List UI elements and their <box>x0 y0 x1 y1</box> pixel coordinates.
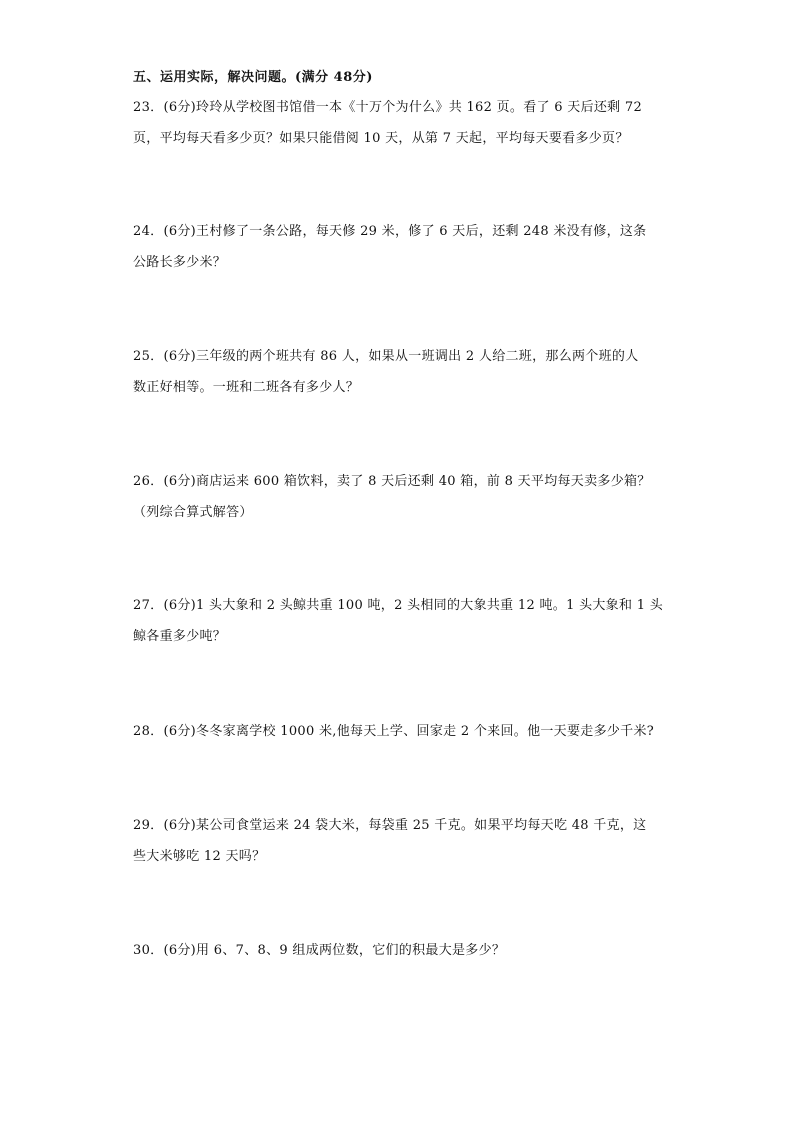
question-27-line-1: 27．(6分)1 头大象和 2 头鲸共重 100 吨，2 头相同的大象共重 12 吨。1 头大象和 1 头 <box>133 598 664 613</box>
question-30-line-1: 30．(6分)用 6、7、8、9 组成两位数，它们的积最大是多少？ <box>133 943 506 958</box>
question-24 <box>133 216 668 278</box>
question-23-line-1: 23．(6分)玲玲从学校图书馆借一本《十万个为什么》共 162 页。看了 6 天后还剩 72 <box>133 100 643 115</box>
question-25-line-2: 数正好相等。一班和二班各有多少人？ <box>133 380 360 395</box>
question-26-line-2: （列综合算式解答） <box>133 505 253 520</box>
section-title: 五、运用实际，解决问题。(满分 48分) <box>133 70 373 85</box>
question-29-line-2: 些大米够吃 12 天吗？ <box>133 849 266 864</box>
question-23-line-2: 页，平均每天看多少页？如果只能借阅 10 天，从第 7 天起，平均每天要看多少页？ <box>133 131 629 146</box>
question-24-line-1: 24．(6分)王村修了一条公路，每天修 29 米，修了 6 天后，还剩 248 米没有修，这条 <box>133 224 647 239</box>
question-27-line-2: 鲸各重多少吨？ <box>133 629 227 644</box>
question-23 <box>133 92 668 154</box>
question-24-line-2: 公路长多少米？ <box>133 255 227 270</box>
question-29-line-1: 29．(6分)某公司食堂运来 24 袋大米，每袋重 25 千克。如果平均每天吃 48 千克，这 <box>133 818 647 833</box>
question-28-line-1: 28．(6分)冬冬家离学校 1000 米,他每天上学、回家走 2 个来回。他一天要走多少千米? <box>133 724 655 739</box>
question-25-line-1: 25．(6分)三年级的两个班共有 86 人，如果从一班调出 2 人给二班，那么两个班的人 <box>133 349 639 364</box>
question-28 <box>133 716 668 747</box>
question-26 <box>133 466 668 528</box>
question-30 <box>133 935 668 966</box>
question-26-line-1: 26．(6分)商店运来 600 箱饮料，卖了 8 天后还剩 40 箱，前 8 天平均每天卖多少箱？ <box>133 474 651 489</box>
question-29 <box>133 810 668 872</box>
question-25 <box>133 341 668 403</box>
question-27 <box>133 590 668 652</box>
